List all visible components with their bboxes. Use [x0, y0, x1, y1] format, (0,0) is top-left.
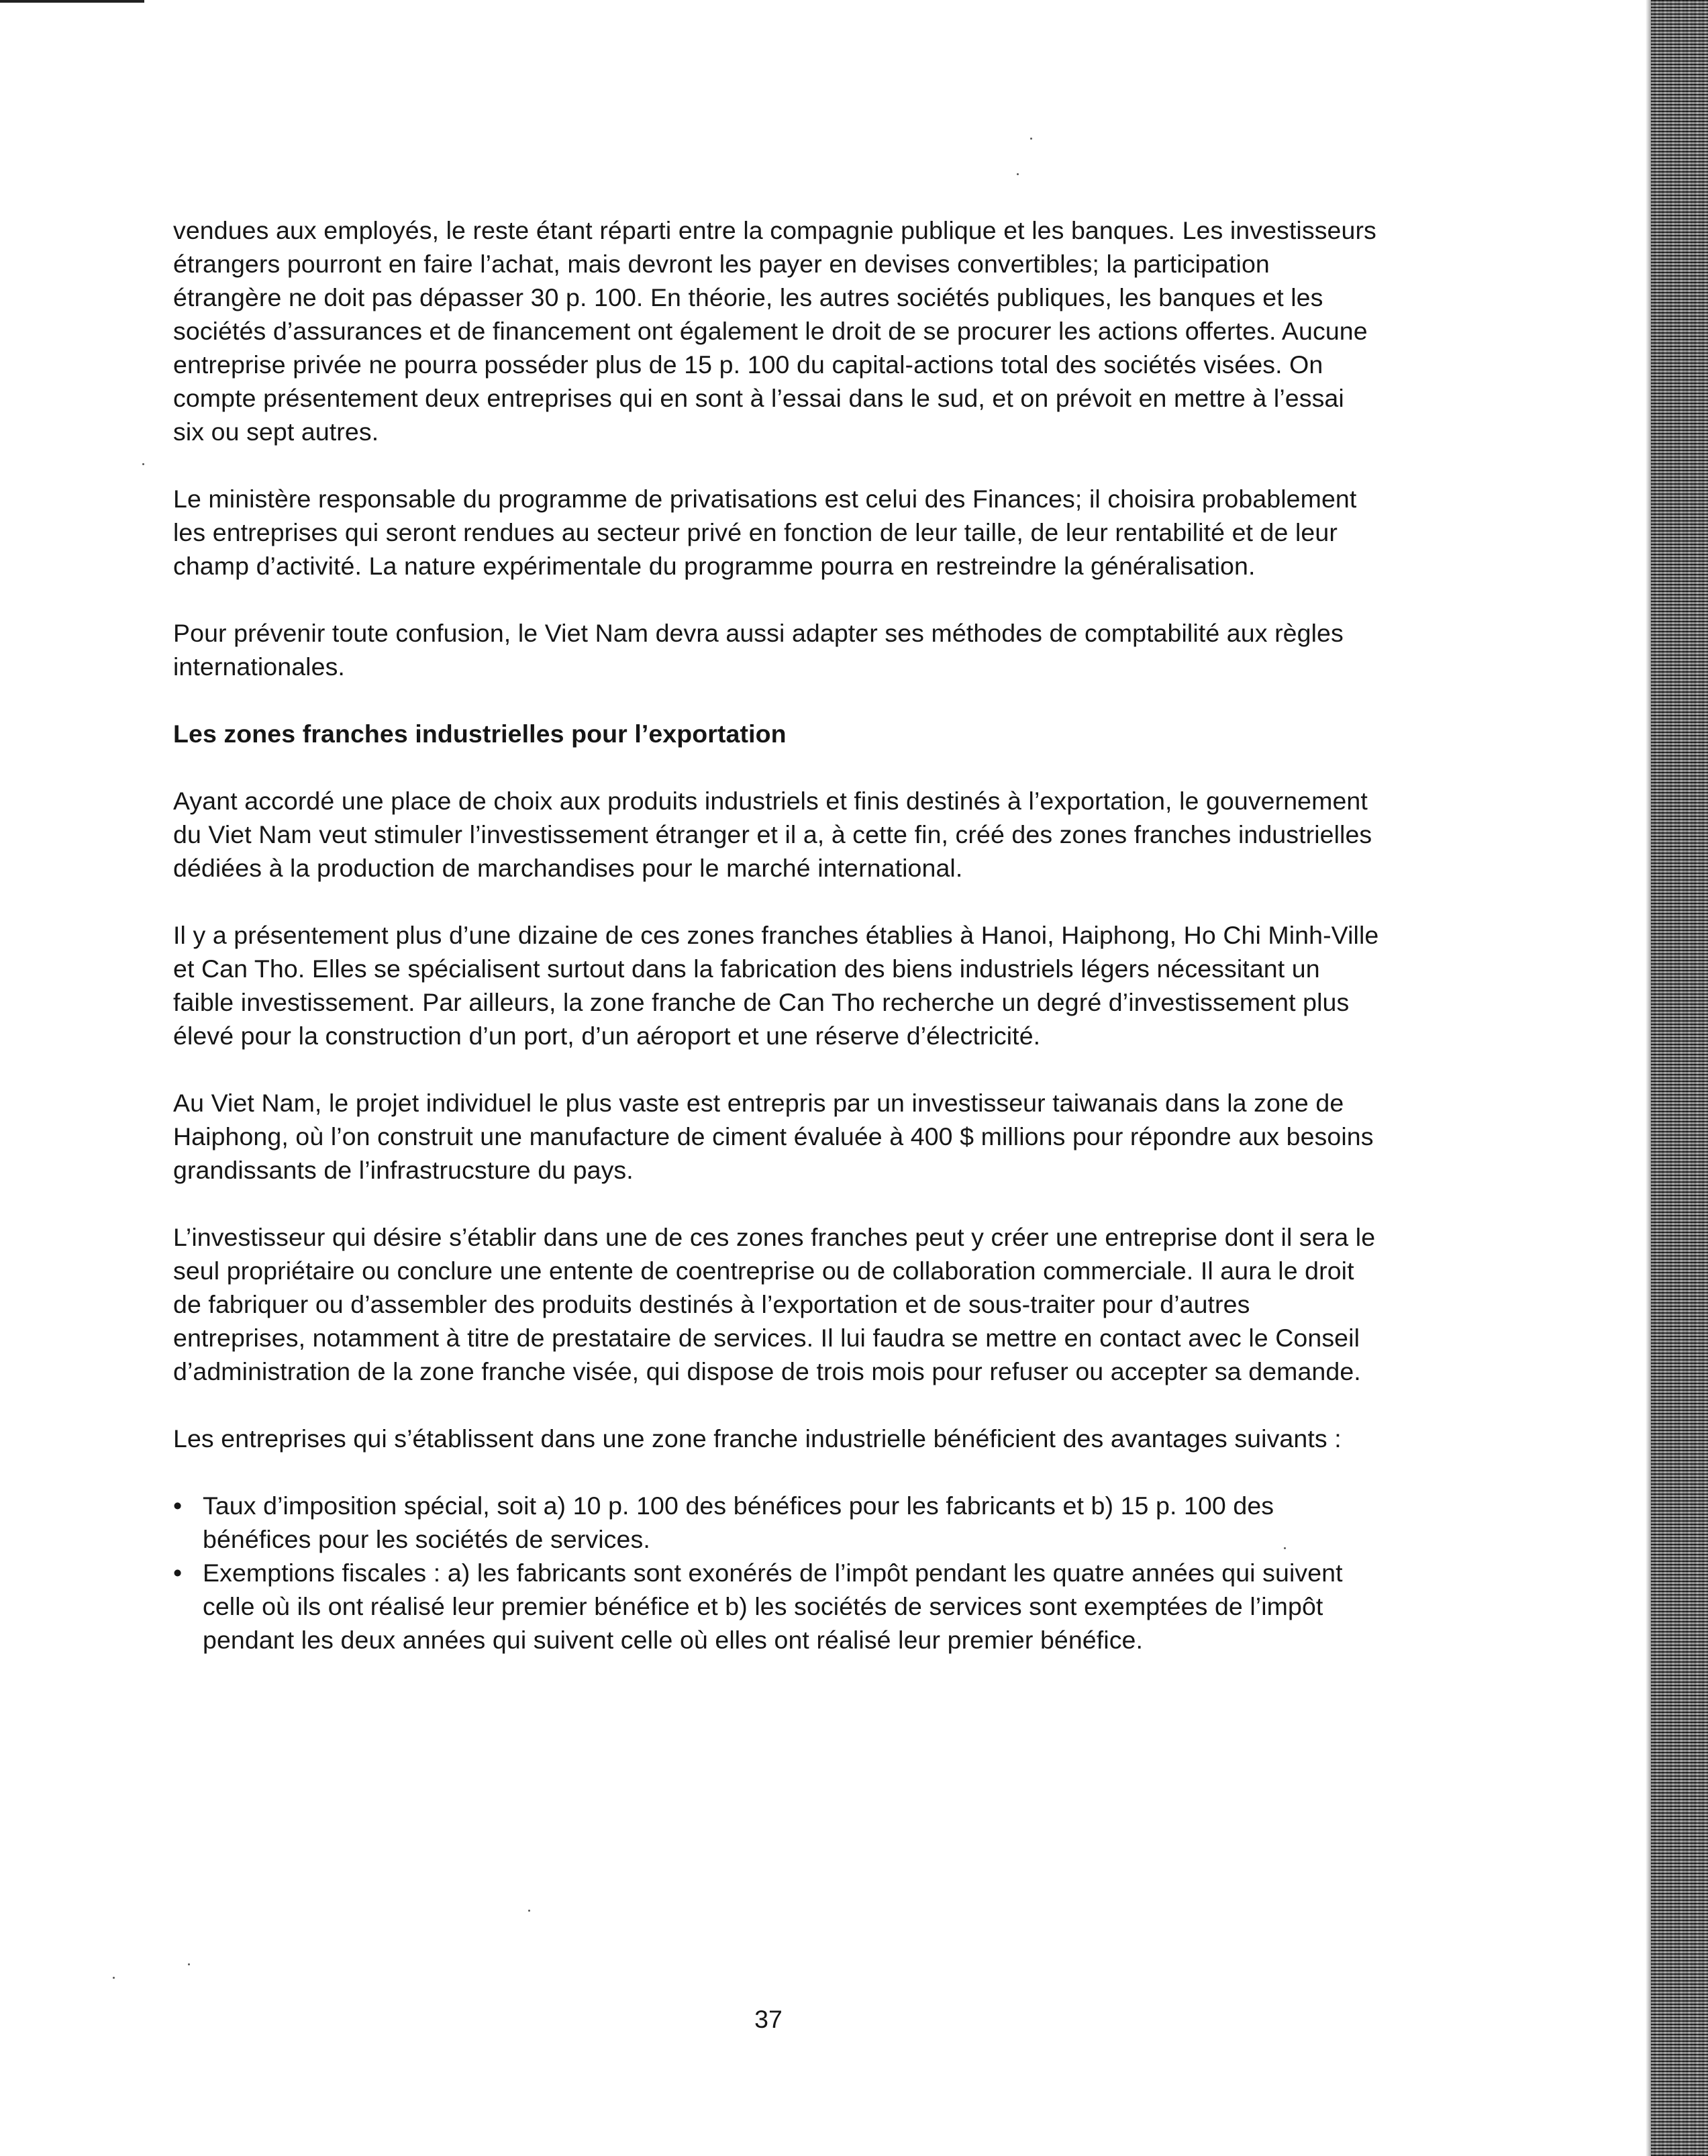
scan-speck [113, 1977, 115, 1979]
scan-top-edge-line [0, 0, 144, 3]
scan-speck [142, 463, 144, 465]
bullet-text: Exemptions fiscales : a) les fabricants sont exonérés de l’impôt pendant les quatre années qui suivent celle où ils ont réalisé leur premier bénéfice et b) les sociétés de services sont exemptées de l’impôt pendant les deux années qui suivent celle où elles ont réalisé leur premier bénéfice. [203, 1559, 1343, 1654]
bullet-item [173, 1556, 1381, 1657]
section-heading: Les zones franches industrielles pour l’exportation [173, 720, 787, 748]
bullet-text: Taux d’imposition spécial, soit a) 10 p. 100 des bénéfices pour les fabricants et b) 15 p. 100 des bénéfices pour les sociétés de services. [203, 1491, 1274, 1553]
paragraph: Pour prévenir toute confusion, le Viet Nam devra aussi adapter ses méthodes de comptabilité aux règles internationales. [173, 619, 1344, 681]
paragraph: Ayant accordé une place de choix aux produits industriels et finis destinés à l’exportation, le gouvernement du Viet Nam veut stimuler l’investissement étranger et il a, à cette fin, créé des zones franches industrielles dédiées à la production de marchandises pour le marché international. [173, 787, 1372, 882]
bullet-marker: • [173, 1559, 183, 1587]
paragraph: L’investisseur qui désire s’établir dans une de ces zones franches peut y créer une entreprise dont il sera le seul propriétaire ou conclure une entente de coentreprise ou de collaboration commerciale. Il aura le droit de fabriquer ou d’assembler des produits destinés à l’exportation et de sous-traiter pour d’autres entreprises, notamment à titre de prestataire de services. Il lui faudra se mettre en contact avec le Conseil d’administration de la zone franche visée, qui dispose de trois mois pour refuser ou accepter sa demande. [173, 1223, 1376, 1385]
paragraph: Les entreprises qui s’établissent dans une zone franche industrielle bénéficient des avantages suivants : [173, 1424, 1342, 1453]
bullet-list [173, 1489, 1381, 1657]
paragraph: Au Viet Nam, le projet individuel le plus vaste est entrepris par un investisseur taiwanais dans la zone de Haiphong, où l’on construit une manufacture de ciment évaluée à 400 $ millions pour répondre aux besoins grandissants de l’infrastrucsture du pays. [173, 1089, 1374, 1184]
scan-edge-shadow [1646, 0, 1651, 2156]
paragraph: vendues aux employés, le reste étant réparti entre la compagnie publique et les banques. Les investisseurs étrangers pourront en faire l’achat, mais devront les payer en devises convertibles; la participation étrangère ne doit pas dépasser 30 p. 100. En théorie, les autres sociétés publiques, les banques et les sociétés d’assurances et de financement ont également le droit de se procurer les actions offertes. Aucune entreprise privée ne pourra posséder plus de 15 p. 100 du capital-actions total des sociétés visées. On compte présentement deux entreprises qui en sont à l’essai dans le sud, et on prévoit en mettre à l’essai six ou sept autres. [173, 216, 1376, 446]
bullet-marker: • [173, 1491, 183, 1520]
paragraph: Le ministère responsable du programme de privatisations est celui des Finances; il choisira probablement les entreprises qui seront rendues au secteur privé en fonction de leur taille, de leur rentabilité et de leur champ d’activité. La nature expérimentale du programme pourra en restreindre la généralisation. [173, 485, 1357, 580]
scan-speck [188, 1963, 190, 1965]
scan-right-edge-strip [1651, 0, 1708, 2156]
document-body [173, 213, 1381, 1657]
paragraph: Il y a présentement plus d’une dizaine de ces zones franches établies à Hanoi, Haiphong, Ho Chi Minh-Ville et Can Tho. Elles se spécialisent surtout dans la fabrication des biens industriels légers nécessitant un faible investissement. Par ailleurs, la zone franche de Can Tho recherche un degré d’investissement plus élevé pour la construction d’un port, d’un aéroport et une réserve d’électricité. [173, 921, 1379, 1050]
bullet-item [173, 1489, 1381, 1556]
scan-speck [1030, 138, 1032, 140]
scan-speck [1017, 173, 1019, 175]
scan-speck [528, 1910, 530, 1912]
page-number: 37 [754, 2005, 783, 2033]
